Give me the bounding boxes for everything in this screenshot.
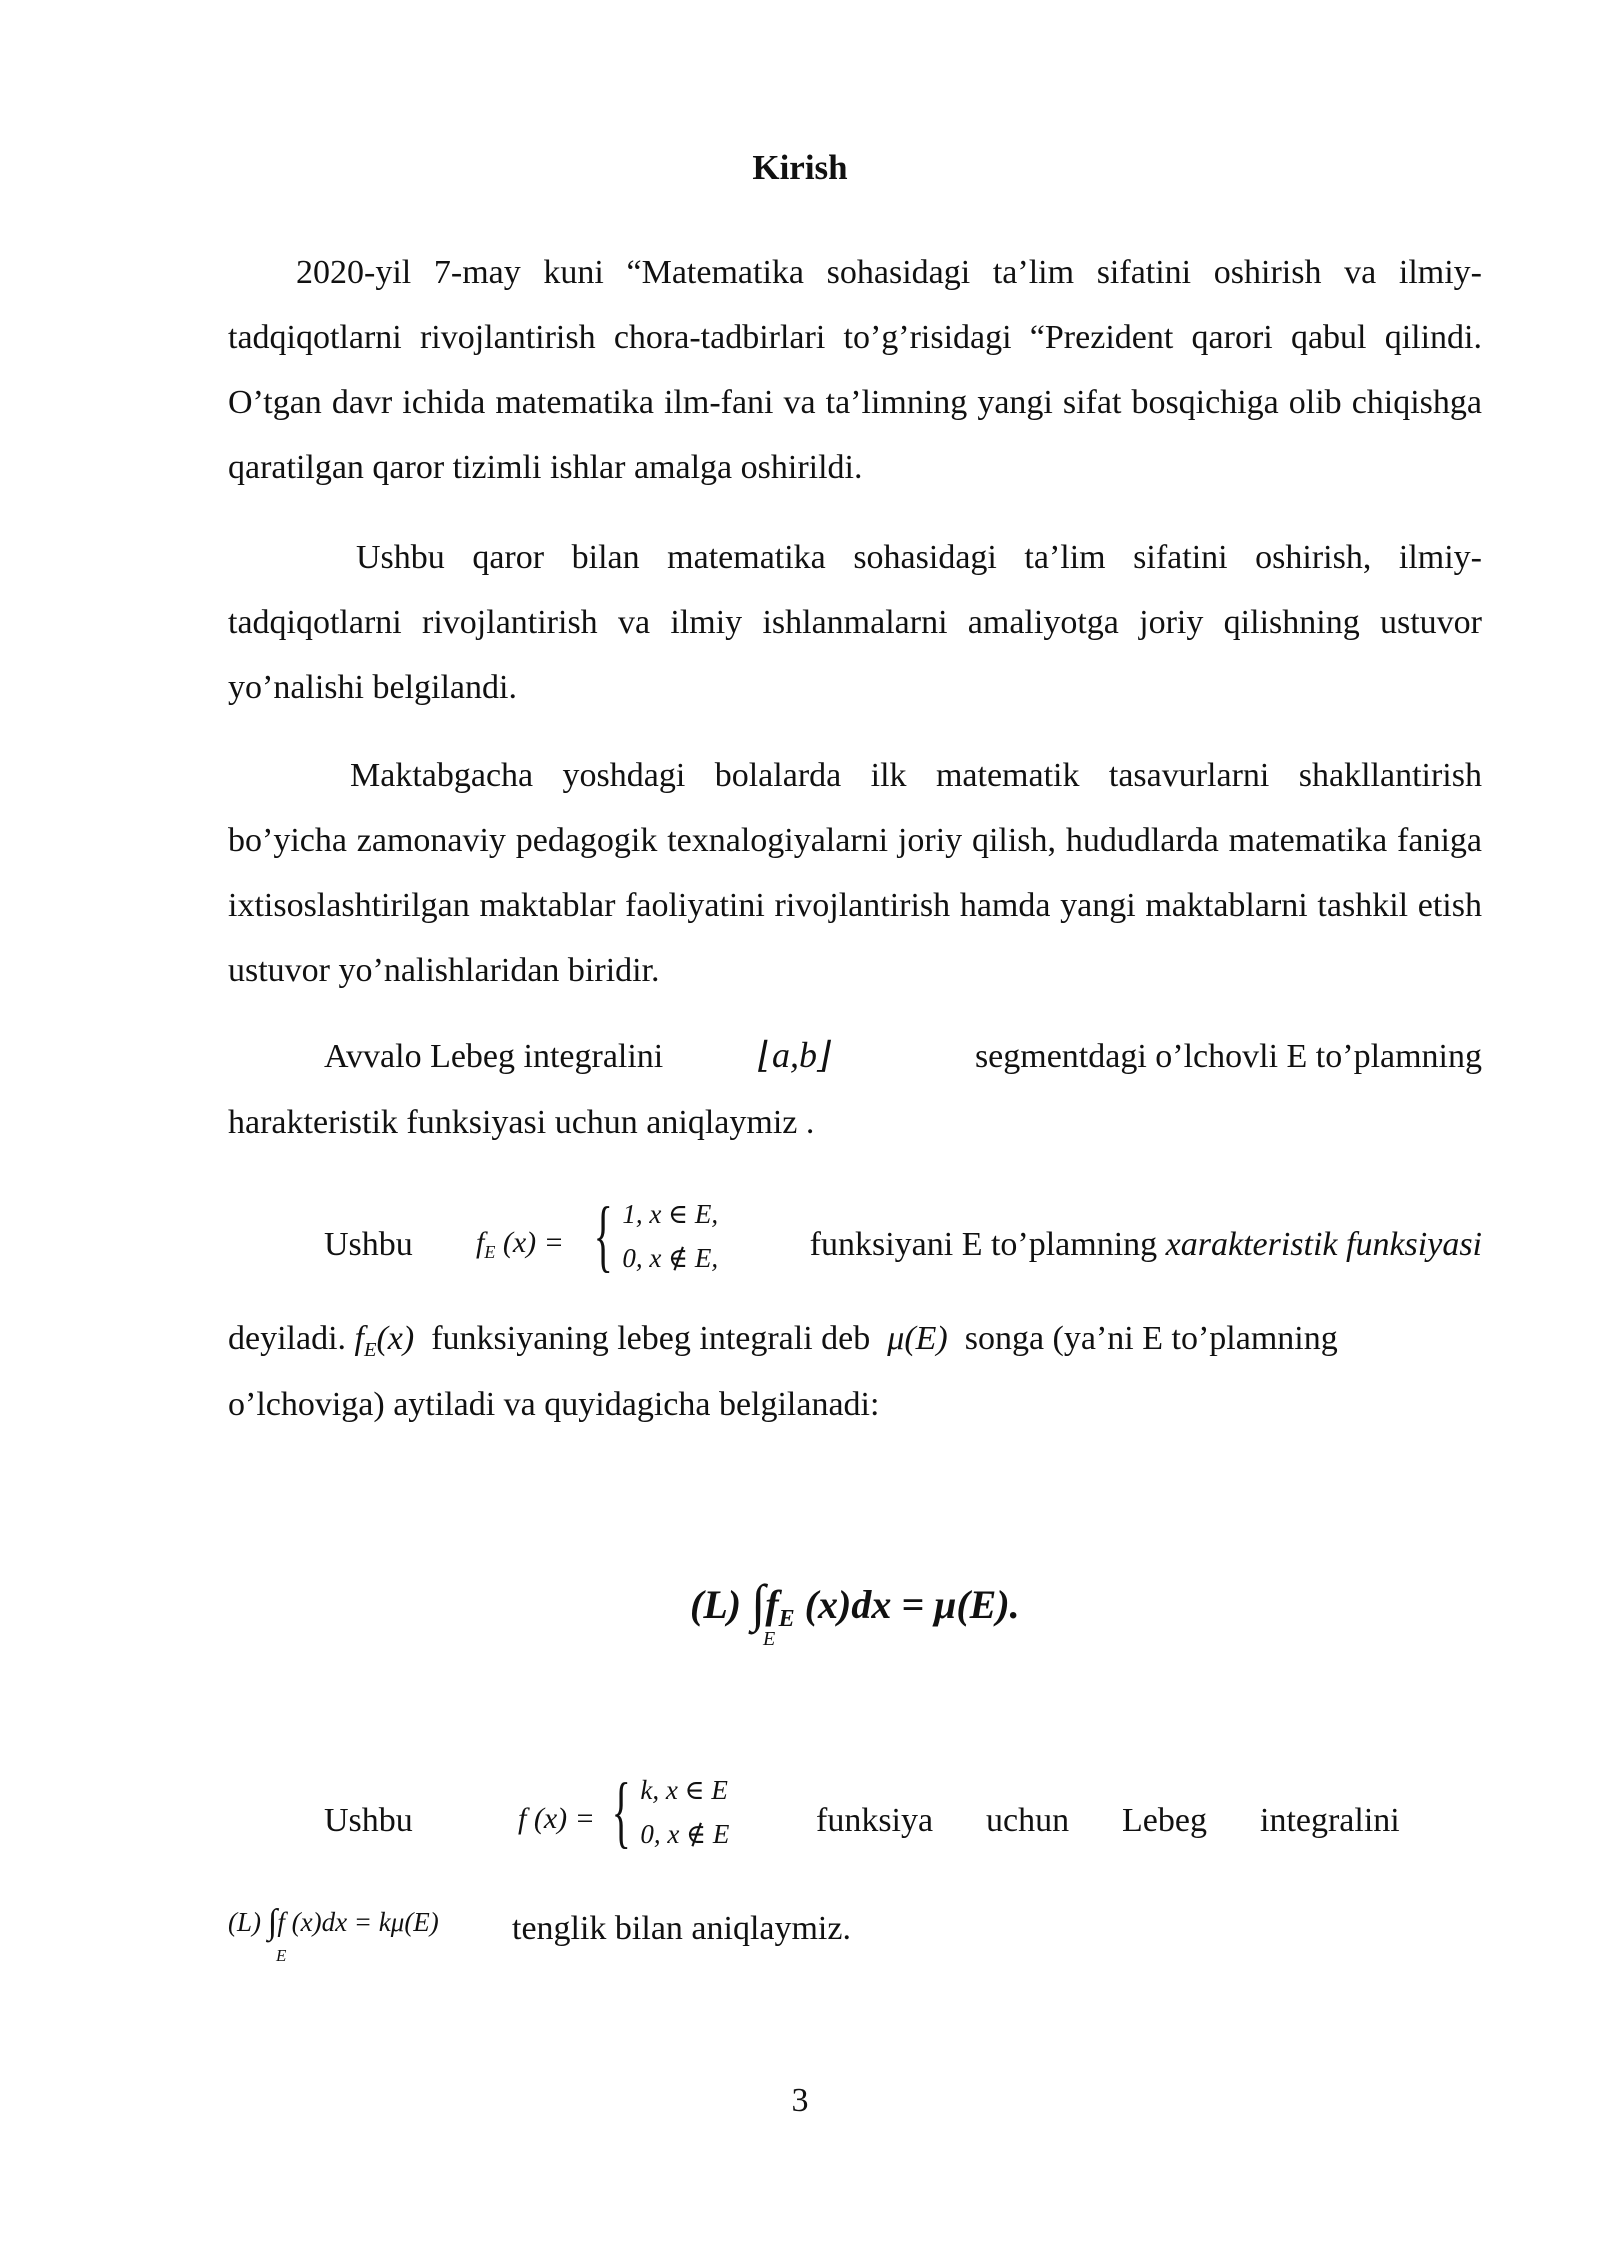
page-number: 3 bbox=[791, 2082, 809, 2119]
page-title: Kirish bbox=[752, 148, 848, 187]
def2-w3: Lebeg bbox=[1122, 1802, 1207, 1839]
p5-fx: (x) bbox=[376, 1320, 415, 1357]
def1-lhs-rest: (x) = bbox=[502, 1226, 564, 1259]
last-formula-left: (L) bbox=[228, 1907, 261, 1937]
def1-lhs-sub: E bbox=[484, 1242, 496, 1263]
p5-b: funksiyaning lebeg integrali deb bbox=[431, 1320, 871, 1357]
integral-sign: ∫ bbox=[751, 1575, 766, 1633]
p5-a: deyiladi. bbox=[228, 1320, 347, 1357]
def1-italic: xarakteristik funksiyasi bbox=[1165, 1226, 1482, 1263]
def1-lhs-f: f bbox=[476, 1226, 485, 1259]
def1-case2: 0, x ∉ E, bbox=[622, 1243, 719, 1273]
p5-fe bbox=[354, 1320, 415, 1362]
p5-f: f bbox=[354, 1320, 364, 1357]
def2-case2: 0, x ∉ E bbox=[640, 1819, 730, 1849]
p4-pre: Avvalo Lebeg integralini bbox=[324, 1038, 664, 1075]
def1-case1: 1, x ∈ E, bbox=[622, 1199, 719, 1229]
def1-post-text: funksiyani E to’plamning bbox=[809, 1226, 1158, 1263]
formula-under: E bbox=[763, 1628, 776, 1650]
def2-case1: k, x ∈ E bbox=[640, 1775, 728, 1805]
formula-rest: (x)dx = μ(E). bbox=[804, 1582, 1020, 1627]
def2-w4: integralini bbox=[1260, 1802, 1400, 1839]
p4-post: segmentdagi o’lchovli E to’plamning bbox=[974, 1038, 1482, 1075]
def2-w2: uchun bbox=[986, 1802, 1070, 1839]
def2-w1: funksiya bbox=[816, 1802, 934, 1839]
last-text: tenglik bilan aniqlaymiz. bbox=[512, 1910, 851, 1947]
p5-mu: μ(E) bbox=[887, 1320, 948, 1357]
paragraph-3: Maktabgacha yoshdagi bolalarda ilk matematik tasavurlarni shakllantirish bo’yicha zamonaviy pedagogik texnalogiyalarni joriy qilish, hududlarda matematika faniga ixtisoslashtirilgan maktablar faoliyatini rivojlantirish hamda yangi maktablarni tashkil etish ustuvor yo’nalishlaridan biridir. bbox=[228, 757, 1482, 989]
def1-post bbox=[732, 1226, 1482, 1264]
p5-line1 bbox=[228, 1320, 1482, 1362]
def1-lhs bbox=[476, 1226, 564, 1263]
def1-brace: { bbox=[593, 1192, 613, 1280]
display-formula bbox=[690, 1572, 1020, 1631]
last-integral-sign: ∫ bbox=[267, 1901, 278, 1941]
formula-left: (L) bbox=[690, 1582, 742, 1627]
def2-brace: { bbox=[611, 1768, 631, 1856]
interval-ab: ⌊a,b⌋ bbox=[758, 1035, 832, 1075]
last-formula-under: E bbox=[276, 1946, 287, 1965]
last-formula-rest: f (x)dx = kμ(E) bbox=[277, 1907, 439, 1937]
def2-lhs: f (x) = bbox=[518, 1802, 595, 1835]
def2-word: Ushbu bbox=[324, 1802, 413, 1839]
last-formula bbox=[228, 1900, 439, 1940]
def1-cases bbox=[584, 1192, 718, 1280]
formula-f: f bbox=[765, 1582, 779, 1627]
p5-sub: E bbox=[363, 1339, 377, 1362]
paragraph-2: Ushbu qaror bilan matematika sohasidagi ta’lim sifatini oshirish, ilmiy-tadqiqotlarni rivojlantirish va ilmiy ishlanmalarni amaliyotga joriy qilishning ustuvor yo’nalishi belgilandi. bbox=[228, 539, 1482, 706]
p5-line2: o’lchoviga) aytiladi va quyidagicha belgilanadi: bbox=[228, 1386, 880, 1423]
def2-cases bbox=[602, 1768, 729, 1856]
interval-ab-text: a,b bbox=[772, 1035, 818, 1075]
p4-line2: harakteristik funksiyasi uchun aniqlaymiz . bbox=[228, 1104, 815, 1141]
formula-sub: E bbox=[778, 1606, 795, 1633]
paragraph-1: 2020-yil 7-may kuni “Matematika sohasidagi ta’lim sifatini oshirish va ilmiy-tadqiqotlarni rivojlantirish chora-tadbirlari to’g’risidagi “Prezident qarori qabul qilindi. O’tgan davr ichida matematika ilm-fani va ta’limning yangi sifat bosqichiga olib chiqishga qaratilgan qaror tizimli ishlar amalga oshirildi. bbox=[228, 254, 1482, 486]
def1-word: Ushbu bbox=[324, 1226, 413, 1263]
p5-c: songa (ya’ni E to’plamning bbox=[964, 1320, 1338, 1357]
